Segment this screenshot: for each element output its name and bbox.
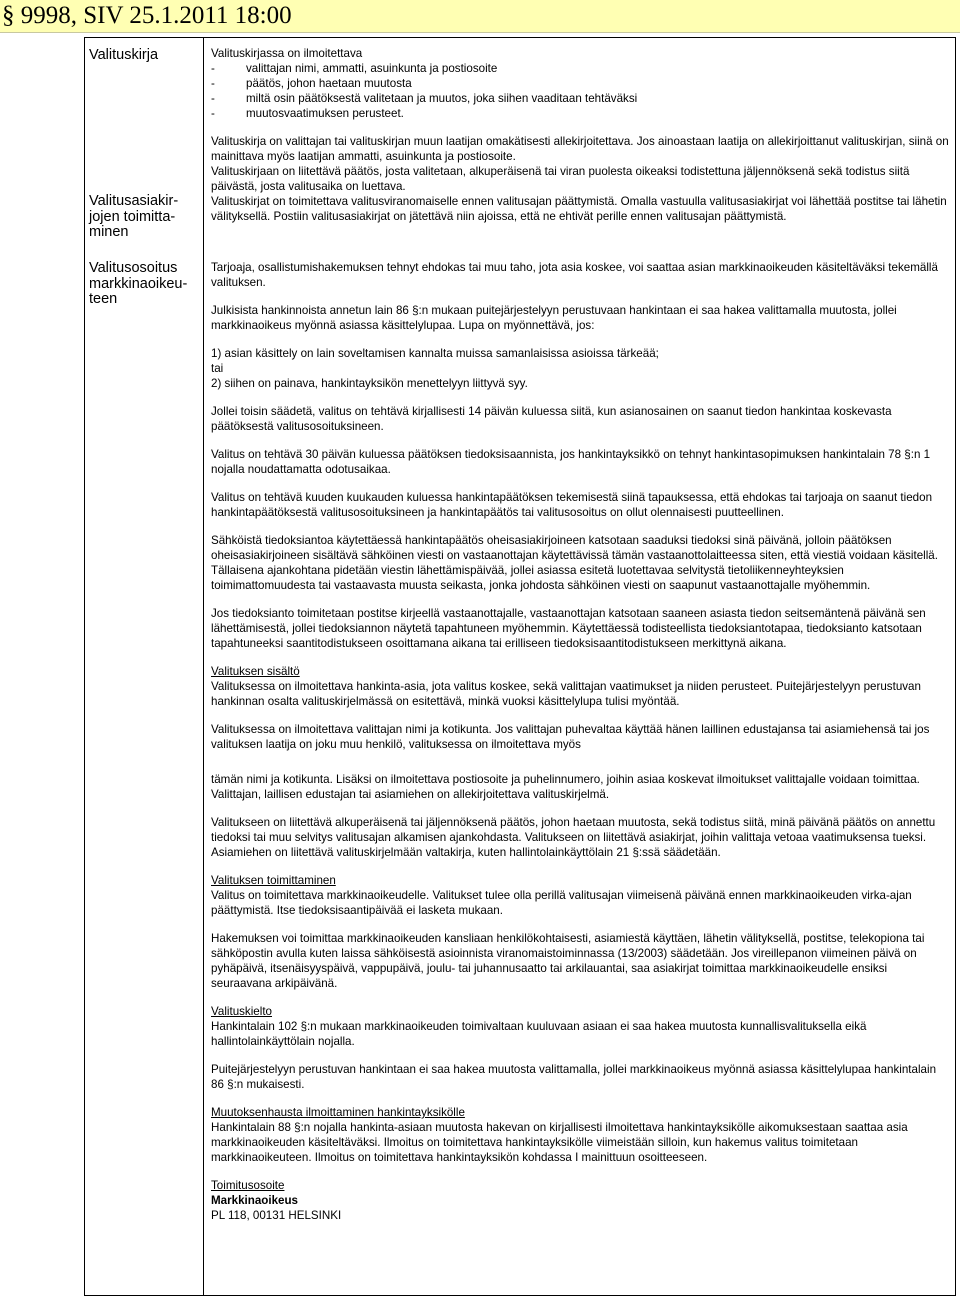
muutos-p1: Hankintalain 88 §:n nojalla hankinta-asiaan muutosta hakevan on kirjallisesti ilmoitettava hankintayksikölle aikomuksestaan saattaa asia markkinaoikeuden käsiteltäväksi. Ilmoitus on toimitettava hankintayksikölle viimeistään silloin, kun hakemus valitus toimitetaan markkinaoikeuteen. Ilmoitus on toimitettava hankintayksikön kohdassa I mainittuun osoitteeseen.	[211, 1121, 908, 1164]
list-item: - valittajan nimi, ammatti, asuinkunta ja postiosoite	[211, 61, 949, 76]
toimittaminen-heading: Valituksen toimittaminen	[211, 874, 336, 887]
valitusosoitus-section	[211, 260, 949, 1223]
label-valituskirja: Valituskirja	[89, 47, 159, 63]
valitusosoitus-p5: Valitus on tehtävä kuuden kuukauden kuluessa hankintapäätöksen tekemisestä siinä tapauksessa, että ehdokas tai tarjoaja on saanut tiedon hankintapäätöksestä valitusosoituksineen ja hankintapäätös tai valitusosoitus on ollut olennaisesti puutteellinen.	[211, 491, 933, 519]
kielto-p1: Hankintalain 102 §:n mukaan markkinaoikeuden toimivaltaan kuuluvaan asiaan ei saa hakea muutosta kunnallisvalituksella eikä hallintolainkäyttölain nojalla.	[211, 1020, 867, 1048]
valitusosoitus-p6: Sähköistä tiedoksiantoa käytettäessä hankintapäätös oheisasiakirjoineen katsotaan saaduksi tiedoksi sinä päivänä, jolloin päätöksen oheisasiakirjoineen sisältävä sähköinen viesti on vastaanottajan käytettävissä tämän vastaanottolaitteessa siten, että viestiä voidaan käsitellä. Tällaisena ajankohtana pidetään viestin lähettämispäivää, jollei asiassa esitetä luotettavaa selvitystä tietoliikenneyhteyksien toimimattomuudesta tai vastaavasta muusta seikasta, jonka johdosta sähköinen viesti on saapunut vastaanottajalle myöhemmin.	[211, 534, 938, 592]
section-heading: § 9998, SIV 25.1.2011 18:00	[2, 2, 292, 29]
toimitusosoite-address: PL 118, 00131 HELSINKI	[211, 1209, 342, 1222]
sisalto-heading: Valituksen sisältö	[211, 665, 300, 678]
valituskirja-section	[211, 46, 949, 224]
column-divider	[203, 38, 204, 1295]
valitusosoitus-p1: Tarjoaja, osallistumishakemuksen tehnyt ehdokas tai muu taho, jota asia koskee, voi saattaa asian markkinaoikeuden käsiteltäväksi tekemällä valituksen.	[211, 261, 938, 289]
sisalto-p1: Valituksessa on ilmoitettava hankinta-asia, jota valitus koskee, sekä valittajan vaatimukset ja niiden perusteet. Puitejärjestelyyn perustuvan hankinnan osalta valituskirjelmässä on esitettävä, minkä vuoksi käsittelylupa tulisi myöntää.	[211, 680, 921, 708]
list-b: 2) siihen on painava, hankintayksikön menettelyyn liittyvä syy.	[211, 377, 528, 390]
list-or: tai	[211, 362, 224, 375]
toimitusosoite-name: Markkinaoikeus	[211, 1194, 298, 1207]
valitusosoitus-p7: Jos tiedoksianto toimitetaan postitse kirjeellä vastaanottajalle, vastaanottajan katsotaan saaneen asiasta tiedon seitsemäntenä päivänä sen lähettämisestä, jollei tiedoksiannon näytetä tapahtuneen myöhemmin. Käytettäessä todisteellista tiedoksiantotapaa, tiedoksianto katsotaan tapahtuneeksi saantitodistukseen osoittamana aikana tai erilliseen tiedoksisaantitodistukseen merkittynä aikana.	[211, 607, 926, 650]
sisalto-p4: Valitukseen on liitettävä alkuperäisenä tai jäljennöksenä päätös, johon haetaan muutosta, sekä todistus siitä, minä päivänä päätös on annettu tiedoksi tai muu selvitys valitusajan alkamisen ajankohdasta. Valitukseen on liitettävä asiakirjat, joihin valittaja vetoaa vaatimuksensa tueksi. Asiamiehen on liitettävä valituskirjelmään valtakirja, kuten hallintolainkäyttölain 21 §:ssä säädetään.	[211, 816, 936, 859]
valituskirja-list	[211, 61, 949, 121]
kielto-p2: Puitejärjestelyyn perustuvan hankintaan ei saa hakea muutosta valittamalla, jollei markkinaoikeus myönnä asiassa käsittelylupaa hankintalain 86 §:n mukaisesti.	[211, 1063, 937, 1091]
label-valitusosoitus-text: Valitusosoitus markkinaoikeu-teen	[89, 260, 188, 307]
valitusasiakirjat-p1: Valituskirjat on toimitettava valitusviranomaiselle ennen valitusajan päättymistä. Omalla vastuulla valitusasiakirjat voi lähettää postitse tai lähetin välityksellä. Postiin valitusasiakirjat on jätettävä niin ajoissa, että ne ehtivät perille ennen valitusajan päättymistä.	[211, 195, 947, 223]
valitusosoitus-p3: Jollei toisin säädetä, valitus on tehtävä kirjallisesti 14 päivän kuluessa siitä, kun asianosainen on saanut tiedon hankintaa koskevasta päätöksestä valitusosoituksineen.	[211, 405, 892, 433]
list-item: - miltä osin päätöksestä valitetaan ja muutos, joka siihen vaaditaan tehtäväksi	[211, 91, 949, 106]
kielto-heading: Valituskielto	[211, 1005, 273, 1018]
toimitusosoite-heading: Toimitusosoite	[211, 1179, 285, 1192]
muutos-heading: Muutoksenhausta ilmoittaminen hankintayksikölle	[211, 1106, 465, 1119]
document-table	[84, 37, 956, 1296]
toimittaminen-p2: Hakemuksen voi toimittaa markkinaoikeuden kansliaan henkilökohtaisesti, asiamiestä käyttäen, lähetin välityksellä, postitse, telekopiona tai sähköpostin avulla kuten laissa sähköisestä asioinnista viranomaistoiminnassa (13/2003) säädetään. Jos vireillepanon viimeinen päivä on pyhäpäivä, itsenäisyyspäivä, vappupäivä, joulu- tai juhannusaatto tai arkilauantai, saa asiakirjat toimittaa markkinaoikeudelle ensiksi seuraavana arkipäivänä.	[211, 932, 925, 990]
list-item: - muutosvaatimuksen perusteet.	[211, 106, 949, 121]
valituskirja-p2: Valituskirjaan on liitettävä päätös, josta valitetaan, alkuperäisenä tai viran puolesta oikeaksi todistettuna jäljennöksenä sekä todistus siitä päivästä, josta valitusaika on luettava.	[211, 165, 910, 193]
sisalto-p2: Valituksessa on ilmoitettava valittajan nimi ja kotikunta. Jos valittajan puhevaltaa käyttää hänen laillinen edustajansa tai asiamiehensä tai jos valituksen laatija on joku muu henkilö, valituksessa on ilmoitettava myös	[211, 723, 930, 751]
list-a: 1) asian käsittely on lain soveltamisen kannalta muissa samanlaisissa asioissa tärkeää;	[211, 347, 659, 360]
sisalto-p3: tämän nimi ja kotikunta. Lisäksi on ilmoitettava postiosoite ja puhelinnumero, joihin asiaa koskevat ilmoitukset valittajalle voidaan toimittaa. Valittajan, laillisen edustajan tai asiamiehen on allekirjoitettava valituskirjelmä.	[211, 773, 920, 801]
list-item: - päätös, johon haetaan muutosta	[211, 76, 949, 91]
label-valitusasiakirjat-text: Valitusasiakir-jojen toimitta-minen	[89, 193, 179, 240]
label-valitusosoitus	[89, 261, 201, 308]
valituskirja-p1: Valituskirja on valittajan tai valituskirjan muun laatijan omakätisesti allekirjoitettava. Jos ainoastaan laatija on allekirjoittanut valituskirjan, siinä on mainittava myös laatijan ammatti, asuinkunta ja postiosoite.	[211, 135, 949, 163]
page-header	[0, 0, 960, 33]
toimittaminen-p1: Valitus on toimitettava markkinaoikeudelle. Valitukset tulee olla perillä valitusajan viimeisenä päivänä ennen markkinaoikeuden virka-ajan päättymistä. Itse tiedoksisaantipäivää ei lasketa mukaan.	[211, 889, 912, 917]
valituskirja-intro: Valituskirjassa on ilmoitettava	[211, 47, 363, 60]
valitusosoitus-p2: Julkisista hankinnoista annetun lain 86 §:n mukaan puitejärjestelyyn perustuvaan hankintaan ei saa hakea valittamalla muutosta, jollei markkinaoikeus myönnä asiassa käsittelylupaa. Lupa on myönnettävä, jos:	[211, 304, 897, 332]
label-valitusasiakirjat	[89, 194, 201, 241]
valitusosoitus-p4: Valitus on tehtävä 30 päivän kuluessa päätöksen tiedoksisaannista, jos hankintayksikkö on tehnyt hankintasopimuksen hankintalain 78 §:n 1 nojalla noudattamatta odotusaikaa.	[211, 448, 931, 476]
